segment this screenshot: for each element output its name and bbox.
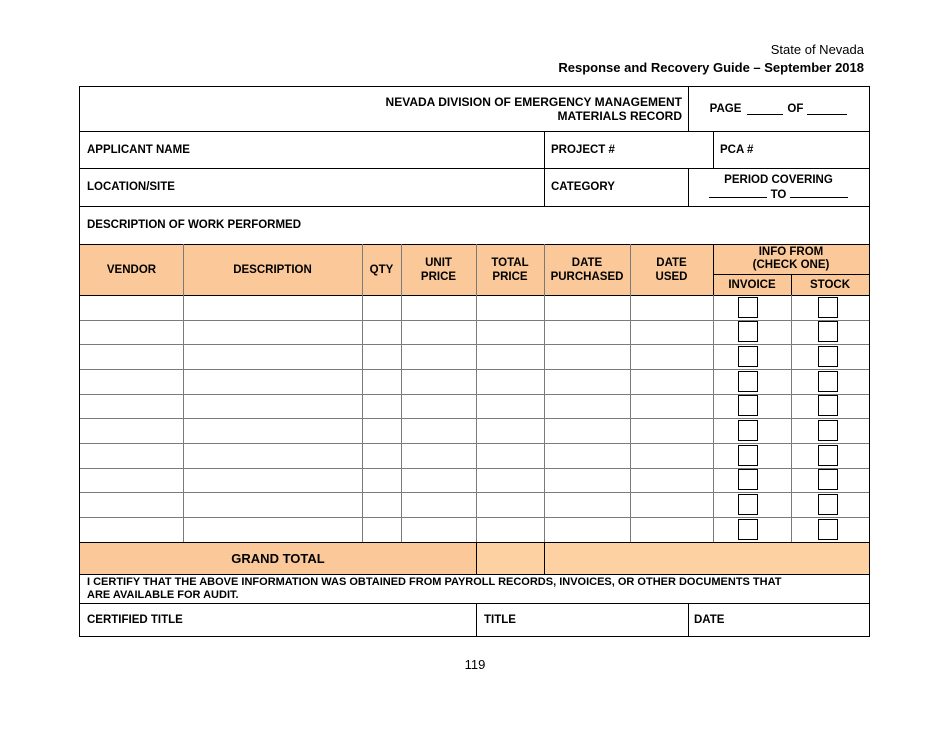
- period-covering-field[interactable]: [688, 168, 869, 206]
- stock-checkbox[interactable]: [818, 445, 838, 466]
- form-title: [80, 87, 682, 131]
- period-covering-label: PERIOD COVERING: [724, 173, 833, 186]
- grand-total-label: GRAND TOTAL: [231, 550, 325, 566]
- invoice-checkbox[interactable]: [738, 445, 758, 466]
- form-title-line2: MATERIALS RECORD: [557, 109, 682, 123]
- document-header: [558, 41, 864, 77]
- description-of-work-field[interactable]: [87, 206, 857, 244]
- materials-record-form: [79, 86, 870, 637]
- certification-statement: I CERTIFY THAT THE ABOVE INFORMATION WAS OBTAINED FROM PAYROLL RECORDS, INVOICES, OR OTHER DOCUMENTS THAT ARE AVAILABLE FOR AUDIT.: [87, 575, 782, 601]
- invoice-checkbox[interactable]: [738, 494, 758, 515]
- applicant-name-field[interactable]: [87, 131, 537, 168]
- applicant-name-label: APPLICANT NAME: [87, 143, 190, 156]
- column-stock: STOCK: [809, 278, 851, 291]
- column-description: DESCRIPTION: [233, 263, 312, 276]
- invoice-checkbox[interactable]: [738, 371, 758, 392]
- date-field[interactable]: [694, 603, 864, 637]
- stock-checkbox[interactable]: [818, 371, 838, 392]
- title-field[interactable]: [484, 603, 684, 637]
- column-date-purchased: DATE PURCHASED: [550, 256, 624, 283]
- category-label: CATEGORY: [551, 181, 615, 193]
- stock-checkbox[interactable]: [818, 494, 838, 515]
- column-total-price: TOTAL PRICE: [491, 256, 529, 283]
- page-label: PAGE: [709, 103, 742, 115]
- page-field[interactable]: [688, 87, 869, 131]
- pca-number-field[interactable]: [720, 131, 860, 168]
- page-number: 119: [464, 657, 486, 672]
- invoice-checkbox[interactable]: [738, 420, 758, 441]
- title-label: TITLE: [484, 614, 516, 626]
- column-qty: QTY: [369, 263, 394, 276]
- invoice-checkbox[interactable]: [738, 346, 758, 367]
- project-label: PROJECT #: [551, 143, 615, 156]
- stock-checkbox[interactable]: [818, 519, 838, 540]
- column-unit-price: UNIT PRICE: [420, 256, 457, 283]
- period-to-label: TO: [770, 188, 787, 201]
- stock-checkbox[interactable]: [818, 469, 838, 490]
- column-info-from: INFO FROM (CHECK ONE): [752, 246, 830, 271]
- period-start-blank[interactable]: [709, 187, 767, 198]
- page-number-blank[interactable]: [747, 104, 783, 115]
- page-total-blank[interactable]: [807, 104, 847, 115]
- invoice-checkbox[interactable]: [738, 321, 758, 342]
- invoice-checkbox[interactable]: [738, 297, 758, 318]
- date-label: DATE: [694, 614, 725, 626]
- grand-total-value-field[interactable]: [476, 542, 544, 574]
- invoice-checkbox[interactable]: [738, 519, 758, 540]
- period-end-blank[interactable]: [790, 187, 848, 198]
- column-date-used: DATE USED: [655, 256, 688, 283]
- location-label: LOCATION/SITE: [87, 181, 175, 193]
- certified-title-label: CERTIFIED TITLE: [87, 614, 183, 626]
- invoice-checkbox[interactable]: [738, 469, 758, 490]
- certified-title-field[interactable]: [87, 603, 472, 637]
- stock-checkbox[interactable]: [818, 395, 838, 416]
- project-number-field[interactable]: [551, 131, 711, 168]
- stock-checkbox[interactable]: [818, 420, 838, 441]
- stock-checkbox[interactable]: [818, 321, 838, 342]
- invoice-checkbox[interactable]: [738, 395, 758, 416]
- location-site-field[interactable]: [87, 168, 537, 206]
- header-state: State of Nevada: [770, 42, 864, 57]
- pca-label: PCA #: [720, 143, 754, 156]
- stock-checkbox[interactable]: [818, 297, 838, 318]
- form-title-line1: NEVADA DIVISION OF EMERGENCY MANAGEMENT: [385, 95, 682, 109]
- column-vendor: VENDOR: [106, 263, 157, 276]
- description-work-label: DESCRIPTION OF WORK PERFORMED: [87, 219, 302, 231]
- header-guide-title: Response and Recovery Guide – September 2018: [558, 60, 864, 75]
- category-field[interactable]: [551, 168, 681, 206]
- stock-checkbox[interactable]: [818, 346, 838, 367]
- column-invoice: INVOICE: [728, 278, 776, 291]
- of-label: OF: [787, 103, 804, 115]
